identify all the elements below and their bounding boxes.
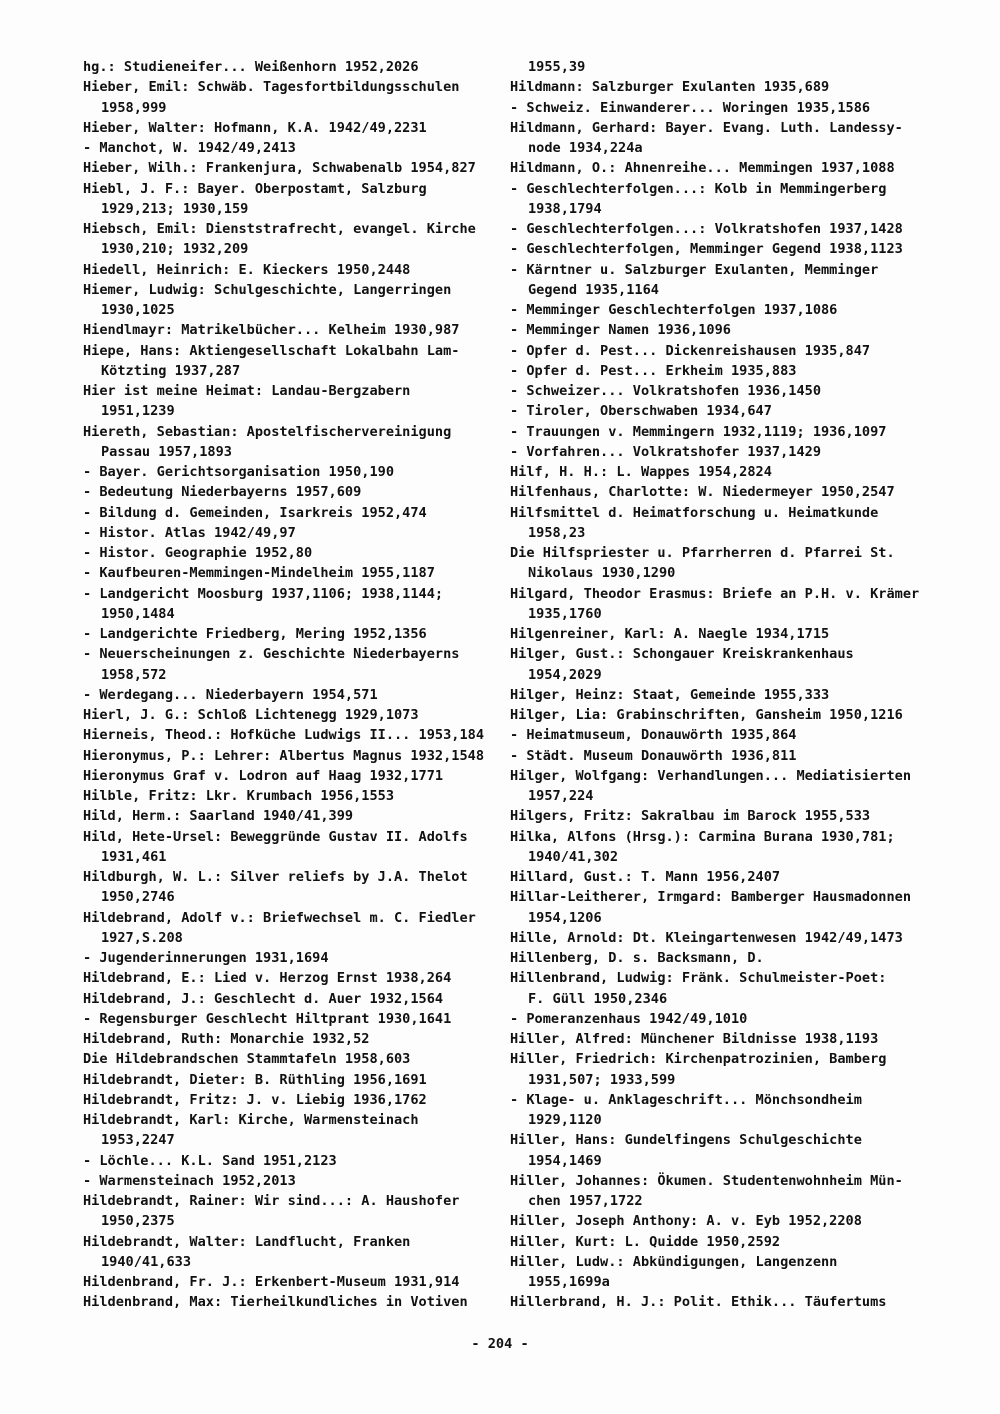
index-entry-line: Hiereth, Sebastian: Apostelfischervereinigung [83, 423, 452, 440]
index-entry-line: Hilgard, Theodor Erasmus: Briefe an P.H. v. Krämer [510, 585, 920, 602]
index-entry-line: Hilka, Alfons (Hrsg.): Carmina Burana 1930,781; [510, 828, 895, 845]
index-entry-line: 1931,507; 1933,599 [528, 1071, 676, 1088]
index-entry-line: 1958,999 [101, 99, 167, 116]
index-entry-line: Hiller, Joseph Anthony: A. v. Eyb 1952,2208 [510, 1213, 862, 1230]
left-column [83, 57, 503, 1313]
index-entry-line: Hild, Herm.: Saarland 1940/41,399 [83, 808, 354, 825]
index-entry-line: Hildebrandt, Karl: Kirche, Warmensteinach [83, 1112, 419, 1128]
index-entry-line: - Neuerscheinungen z. Geschichte Niederbayerns [83, 646, 460, 663]
index-entry-line: - Landgerichte Friedberg, Mering 1952,1356 [83, 626, 427, 642]
index-entry-line: - Löchle... K.L. Sand 1951,2123 [83, 1152, 337, 1169]
index-entry-line: 1955,39 [528, 59, 586, 75]
index-entry-line: Hillard, Gust.: T. Mann 1956,2407 [510, 869, 781, 885]
index-entry-line: - Geschlechterfolgen...: Volkratshofen 1937,1428 [510, 221, 903, 237]
index-entry-line: 1950,2375 [101, 1213, 175, 1230]
index-entry-line: F. Güll 1950,2346 [528, 990, 668, 1007]
index-entry-line: Hillar-Leitherer, Irmgard: Bamberger Hausmadonnen [510, 889, 912, 906]
index-entry-line: - Schweiz. Einwanderer... Woringen 1935,1586 [510, 99, 871, 116]
index-entry-line: Hildebrandt, Walter: Landflucht, Franken [83, 1233, 411, 1250]
index-entry-line: 1940/41,633 [101, 1253, 192, 1270]
index-entry-line: 1953,2247 [101, 1132, 175, 1149]
index-entry-line: - Histor. Geographie 1952,80 [83, 545, 313, 561]
index-entry-line: Hildebrand, Ruth: Monarchie 1932,52 [83, 1031, 370, 1047]
index-entry-line: - Warmensteinach 1952,2013 [83, 1172, 296, 1189]
index-entry-line: Hildburgh, W. L.: Silver reliefs by J.A. Thelot [83, 869, 468, 885]
index-entry-line: Hiedell, Heinrich: E. Kieckers 1950,2448 [83, 261, 411, 278]
index-entry-line: - Bedeutung Niederbayerns 1957,609 [83, 484, 362, 501]
index-entry-line: - Klage- u. Anklageschrift... Mönchsondheim [510, 1091, 862, 1108]
index-entry-line: Hilgers, Fritz: Sakralbau im Barock 1955,533 [510, 808, 871, 825]
index-entry-line: Hilble, Fritz: Lkr. Krumbach 1956,1553 [83, 788, 394, 804]
index-entry-line: Hilfenhaus, Charlotte: W. Niedermeyer 1950,2547 [510, 484, 895, 501]
index-entry-line: 1951,1239 [101, 403, 175, 420]
index-entry-line: - Memminger Geschlechterfolgen 1937,1086 [510, 302, 838, 318]
index-entry-line: Hilf, H. H.: L. Wappes 1954,2824 [510, 464, 772, 480]
index-entry-line: Hiller, Hans: Gundelfingens Schulgeschichte [510, 1132, 862, 1149]
index-entry-line: Hilger, Heinz: Staat, Gemeinde 1955,333 [510, 686, 830, 703]
index-entry-line: Passau 1957,1893 [101, 443, 232, 460]
index-entry-line: Die Hildebrandschen Stammtafeln 1958,603 [83, 1051, 411, 1068]
index-entry-line: Hildebrand, J.: Geschlecht d. Auer 1932,1564 [83, 990, 444, 1007]
index-entry-line: Hier ist meine Heimat: Landau-Bergzabern [83, 383, 411, 399]
index-entry-line: Hiller, Johannes: Ökumen. Studentenwohnheim Mün- [510, 1172, 903, 1189]
index-entry-line: - Bildung d. Gemeinden, Isarkreis 1952,474 [83, 504, 427, 521]
index-entry-line: hg.: Studieneifer... Weißenhorn 1952,2026 [83, 59, 419, 75]
index-entry-line: - Bayer. Gerichtsorganisation 1950,190 [83, 464, 394, 480]
index-entry-line: 1950,1484 [101, 605, 175, 622]
index-entry-line: Hiendlmayr: Matrikelbücher... Kelheim 1930,987 [83, 322, 460, 339]
index-entry-line: Hiller, Kurt: L. Quidde 1950,2592 [510, 1233, 781, 1250]
index-entry-line: Hieronymus Graf v. Lodron auf Haag 1932,1771 [83, 767, 444, 784]
index-entry-line: - Memminger Namen 1936,1096 [510, 322, 731, 339]
index-entry-line: 1929,213; 1930,159 [101, 200, 249, 217]
index-entry-line: 1940/41,302 [528, 848, 619, 865]
index-entry-line: Hieber, Wilh.: Frankenjura, Schwabenalb 1954,827 [83, 160, 476, 177]
index-entry-line: Hilger, Wolfgang: Verhandlungen... Mediatisierten [510, 767, 912, 784]
index-entry-line: - Heimatmuseum, Donauwörth 1935,864 [510, 727, 797, 744]
index-entry-line: Hildebrand, Adolf v.: Briefwechsel m. C. Fiedler [83, 909, 476, 926]
index-entry-line: 1931,461 [101, 848, 167, 865]
index-entry-line: Hild, Hete-Ursel: Beweggründe Gustav II. Adolfs [83, 828, 468, 845]
index-entry-line: Hildebrandt, Rainer: Wir sind...: A. Haushofer [83, 1193, 460, 1209]
page-number: - 204 - [471, 1336, 529, 1352]
index-entry-line: Hierl, J. G.: Schloß Lichtenegg 1929,1073 [83, 707, 419, 723]
index-entry-line: 1957,224 [528, 788, 594, 804]
index-entry-line: - Vorfahren... Volkratshofer 1937,1429 [510, 443, 821, 460]
index-entry-line: Hildenbrand, Fr. J.: Erkenbert-Museum 1931,914 [83, 1274, 460, 1290]
index-entry-line: Hiebsch, Emil: Dienststrafrecht, evangel. Kirche [83, 221, 476, 237]
index-entry-line: Gegend 1935,1164 [528, 281, 659, 298]
index-entry-line: - Kärntner u. Salzburger Exulanten, Memminger [510, 261, 879, 278]
index-entry-line: 1954,2029 [528, 666, 602, 683]
index-entry-line: - Opfer d. Pest... Dickenreishausen 1935,847 [510, 342, 871, 359]
index-entry-line: Hilgenreiner, Karl: A. Naegle 1934,1715 [510, 626, 830, 642]
index-entry-line: - Städt. Museum Donauwörth 1936,811 [510, 747, 797, 764]
index-entry-line: Hieber, Emil: Schwäb. Tagesfortbildungsschulen [83, 79, 460, 96]
index-entry-line: Hildebrandt, Dieter: B. Rüthling 1956,1691 [83, 1071, 427, 1088]
index-entry-line: Hiepe, Hans: Aktiengesellschaft Lokalbahn Lam- [83, 342, 460, 359]
index-entry-line: Hildenbrand, Max: Tierheilkundliches in Votiven [83, 1294, 468, 1311]
right-column [510, 57, 950, 1313]
index-entry-line: - Geschlechterfolgen, Memminger Gegend 1938,1123 [510, 241, 903, 258]
index-entry-line: chen 1957,1722 [528, 1193, 643, 1209]
index-entry-line: Hildmann, O.: Ahnenreihe... Memmingen 1937,1088 [510, 160, 895, 177]
index-entry-line: Nikolaus 1930,1290 [528, 565, 676, 582]
index-entry-line: Hildebrandt, Fritz: J. v. Liebig 1936,1762 [83, 1091, 427, 1108]
index-entry-line: Hilger, Gust.: Schongauer Kreiskrankenhaus [510, 646, 854, 663]
index-entry-line: 1927,S.208 [101, 929, 183, 946]
index-entry-line: - Manchot, W. 1942/49,2413 [83, 140, 296, 156]
index-entry-line: 1950,2746 [101, 889, 175, 906]
index-entry-line: Hildebrand, E.: Lied v. Herzog Ernst 1938,264 [83, 970, 452, 987]
index-entry-line: - Histor. Atlas 1942/49,97 [83, 524, 296, 541]
index-entry-line: - Jugenderinnerungen 1931,1694 [83, 950, 329, 966]
index-entry-line: Hiller, Ludw.: Abkündigungen, Langenzenn [510, 1253, 838, 1270]
index-entry-line: 1930,210; 1932,209 [101, 241, 249, 258]
index-entry-line: 1954,1206 [528, 909, 602, 926]
index-entry-line: - Landgericht Moosburg 1937,1106; 1938,1144; [83, 585, 444, 602]
index-entry-line: 1955,1699a [528, 1274, 610, 1290]
index-entry-line: Hildmann: Salzburger Exulanten 1935,689 [510, 79, 830, 96]
index-entry-line: 1935,1760 [528, 605, 602, 622]
index-entry-line: Hille, Arnold: Dt. Kleingartenwesen 1942/49,1473 [510, 929, 903, 946]
index-entry-line: Hiller, Friedrich: Kirchenpatrozinien, Bamberg [510, 1051, 887, 1068]
index-entry-line: Hierneis, Theod.: Hofküche Ludwigs II... 1953,184 [83, 727, 485, 744]
index-entry-line: Hillerbrand, H. J.: Polit. Ethik... Täufertums [510, 1294, 887, 1311]
index-entry-line: - Tiroler, Oberschwaben 1934,647 [510, 403, 772, 420]
index-entry-line: Hiller, Alfred: Münchener Bildnisse 1938,1193 [510, 1031, 879, 1047]
index-entry-line: 1958,23 [528, 524, 586, 541]
index-entry-line: - Schweizer... Volkratshofen 1936,1450 [510, 383, 821, 399]
index-entry-line: Die Hilfspriester u. Pfarrherren d. Pfarrei St. [510, 545, 895, 561]
index-entry-line: 1958,572 [101, 666, 167, 683]
index-entry-line: node 1934,224a [528, 140, 643, 156]
index-entry-line: - Opfer d. Pest... Erkheim 1935,883 [510, 362, 797, 379]
index-entry-line: - Kaufbeuren-Memmingen-Mindelheim 1955,1187 [83, 565, 435, 582]
index-entry-line: 1938,1794 [528, 200, 602, 217]
index-entry-line: - Pomeranzenhaus 1942/49,1010 [510, 1010, 748, 1027]
index-entry-line: Hieronymus, P.: Lehrer: Albertus Magnus 1932,1548 [83, 747, 485, 764]
index-entry-line: - Werdegang... Niederbayern 1954,571 [83, 686, 378, 703]
index-entry-line: Hillenbrand, Ludwig: Fränk. Schulmeister-Poet: [510, 970, 887, 987]
index-entry-line: 1930,1025 [101, 302, 175, 318]
index-entry-line: Hiebl, J. F.: Bayer. Oberpostamt, Salzburg [83, 180, 427, 197]
index-entry-line: Kötzting 1937,287 [101, 362, 241, 379]
index-entry-line: Hieber, Walter: Hofmann, K.A. 1942/49,2231 [83, 119, 427, 136]
index-entry-line: 1954,1469 [528, 1152, 602, 1169]
index-entry-line: 1929,1120 [528, 1112, 602, 1128]
index-entry-line: Hillenberg, D. s. Backsmann, D. [510, 950, 764, 966]
index-entry-line: Hilger, Lia: Grabinschriften, Gansheim 1950,1216 [510, 707, 903, 723]
index-entry-line: Hiemer, Ludwig: Schulgeschichte, Langerringen [83, 281, 452, 298]
index-entry-line: Hilfsmittel d. Heimatforschung u. Heimatkunde [510, 504, 879, 521]
index-entry-line: - Trauungen v. Memmingern 1932,1119; 1936,1097 [510, 423, 887, 440]
index-entry-line: - Geschlechterfolgen...: Kolb in Memmingerberg [510, 180, 887, 197]
index-entry-line: - Regensburger Geschlecht Hiltprant 1930,1641 [83, 1010, 452, 1027]
index-entry-line: Hildmann, Gerhard: Bayer. Evang. Luth. Landessy- [510, 119, 903, 136]
